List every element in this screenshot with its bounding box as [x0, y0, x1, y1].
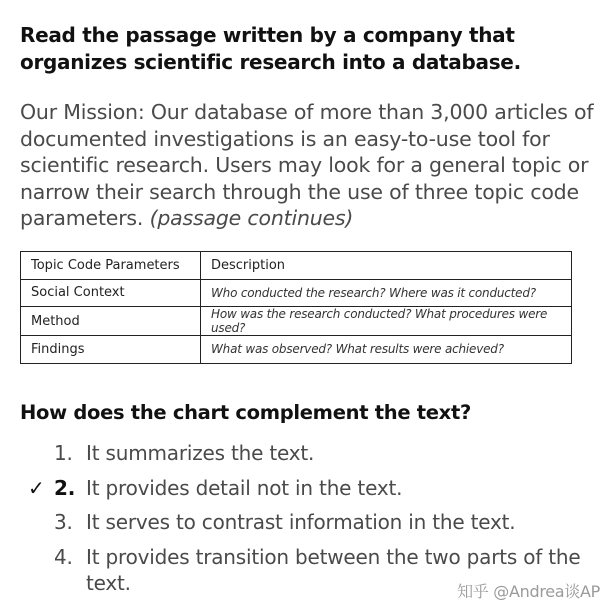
table-cell-description: Who conducted the research? Where was it conducted?: [201, 279, 572, 307]
choice-number: 4.: [54, 544, 73, 569]
choice-text: It serves to contrast information in the text.: [86, 510, 516, 534]
table-cell-param: Method: [21, 307, 201, 336]
table-row: [21, 336, 572, 364]
choice-text: It summarizes the text.: [86, 441, 315, 465]
intro-instruction: Read the passage written by a company that organizes scientific research into a database.: [20, 23, 521, 74]
table-header-param: Topic Code Parameters: [21, 252, 201, 280]
table-row: [21, 307, 572, 336]
table-cell-param: Findings: [21, 336, 201, 364]
table-row: [21, 279, 572, 307]
question-text: How does the chart complement the text?: [20, 401, 471, 424]
topic-code-table: [20, 251, 572, 364]
answer-choice-3[interactable]: [0, 509, 614, 535]
answer-choice-1[interactable]: [0, 440, 614, 466]
watermark: 知乎 @Andrea谈AP: [457, 582, 600, 601]
passage-text: Our Mission: Our database of more than 3,000 articles of documented investigations is an easy-to-use tool for scientific research. Users may look for a general topic or narrow their search through the use of three topic code parameters.: [20, 100, 594, 230]
choice-number: 3.: [54, 510, 73, 534]
answer-choice-2[interactable]: [0, 475, 614, 501]
table-cell-param: Social Context: [21, 279, 201, 307]
checkmark-icon: ✓: [28, 475, 45, 500]
table-header-row: [21, 252, 572, 280]
choice-number: 2.: [54, 475, 76, 500]
table-cell-description: How was the research conducted? What procedures were used?: [201, 307, 572, 336]
choice-text: It provides detail not in the text.: [86, 475, 403, 500]
choice-text: It provides transition between the two parts of the text.: [86, 544, 581, 595]
passage: [20, 99, 610, 232]
passage-aside: (passage continues): [149, 206, 354, 230]
table-cell-description: What was observed? What results were achieved?: [201, 336, 572, 364]
choice-number: 1.: [54, 441, 73, 465]
table-header-description: Description: [201, 252, 572, 280]
